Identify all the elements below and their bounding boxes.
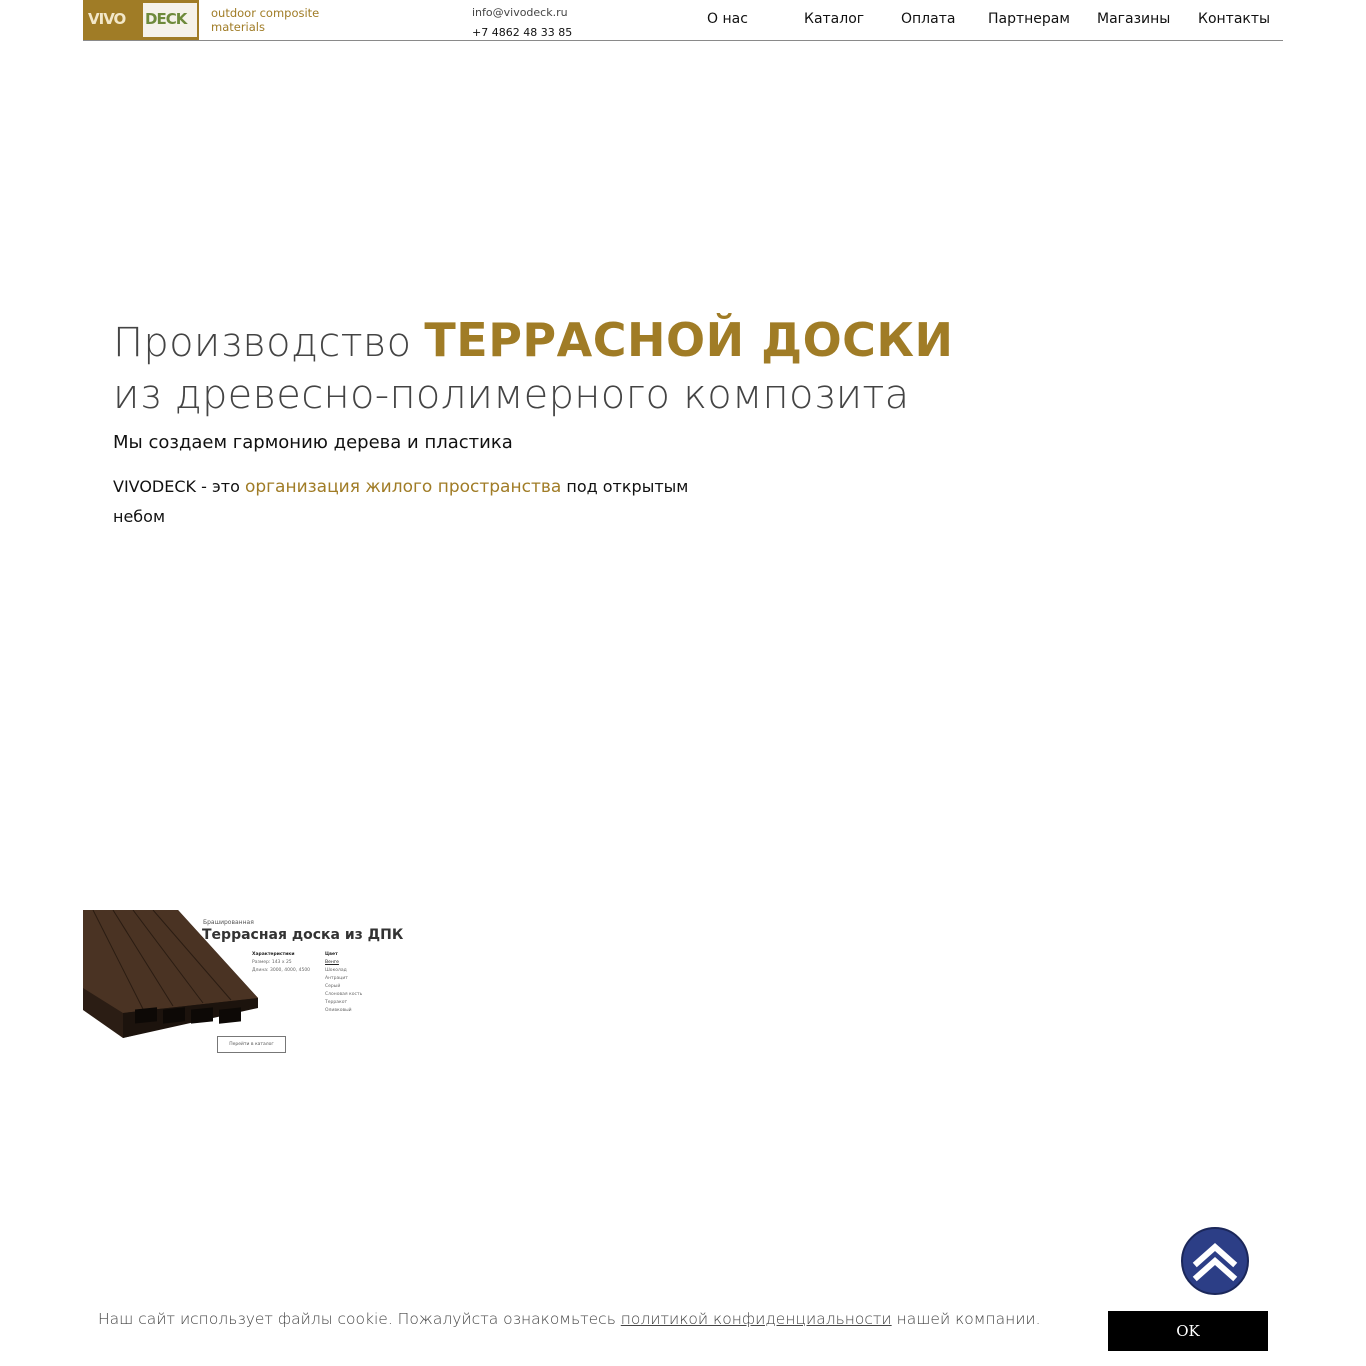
logo-text-deck: DECK [145,10,187,28]
nav-item-payment[interactable]: Оплата [901,11,956,27]
cookie-notice [98,1310,1041,1328]
cookie-ok-button[interactable]: OK [1108,1311,1268,1351]
hero-subtitle: Мы создаем гармонию дерева и пластика [113,432,513,453]
nav-item-about[interactable]: О нас [707,11,748,27]
cookie-text-post: нашей компании. [891,1310,1041,1328]
hero-title-pre: Производство [113,320,425,366]
hero-title [113,314,1013,421]
logo-text-vivo: VIVO [88,10,126,28]
product-title: Террасная доска из ДПК [202,927,404,943]
scroll-top-button[interactable] [1181,1227,1249,1295]
logo[interactable] [83,0,199,40]
nav-item-partners[interactable]: Партнерам [988,11,1070,27]
hero-text-accent: организация жилого пространства [244,477,562,497]
product-card[interactable] [83,910,403,1060]
go-to-catalog-button[interactable]: Перейти в каталог [217,1036,286,1053]
color-option[interactable]: Шоколад [325,968,347,973]
color-option[interactable]: Оливковый [325,1008,352,1013]
contact-block [472,3,572,43]
color-option[interactable]: Антрацит [325,976,348,981]
colors-header: Цвет [325,952,338,957]
color-option[interactable]: Терракот [325,1000,348,1005]
color-option[interactable]: Слоновая кость [325,992,363,997]
hero-text-pre: VIVODECK - это [113,477,245,496]
product-kicker: Брашированная [203,919,254,926]
hero-text [113,472,733,531]
double-chevron-up-icon [1183,1229,1247,1293]
specs-header: Характеристики [252,952,295,957]
color-option[interactable]: Венге [325,960,339,965]
color-option[interactable]: Серый [325,984,341,989]
cookie-text-pre: Наш сайт использует файлы cookie. Пожалуйста ознакомьтесь [98,1310,621,1328]
phone-link[interactable]: +7 4862 48 33 85 [472,26,573,39]
nav-item-stores[interactable]: Магазины [1097,11,1171,27]
nav-item-catalog[interactable]: Каталог [804,11,865,27]
hero-title-accent: ТЕРРАСНОЙ ДОСКИ [424,313,954,367]
product-specs [252,951,310,975]
hero-title-post: из древесно-полимерного композита [113,372,910,418]
privacy-policy-link[interactable]: политикой конфиденциальности [620,1310,892,1328]
spec-length: Длина: 3000, 4000, 4500 [252,968,311,973]
hero-text-post: под открытым небом [113,477,689,526]
product-colors [325,951,362,1015]
nav-item-contacts[interactable]: Контакты [1198,11,1271,27]
tagline: outdoor composite materials [211,6,320,34]
spec-size: Размер: 143 х 25 [252,960,292,965]
email-link[interactable]: info@vivodeck.ru [472,6,568,19]
logo-deck-box [143,3,197,37]
